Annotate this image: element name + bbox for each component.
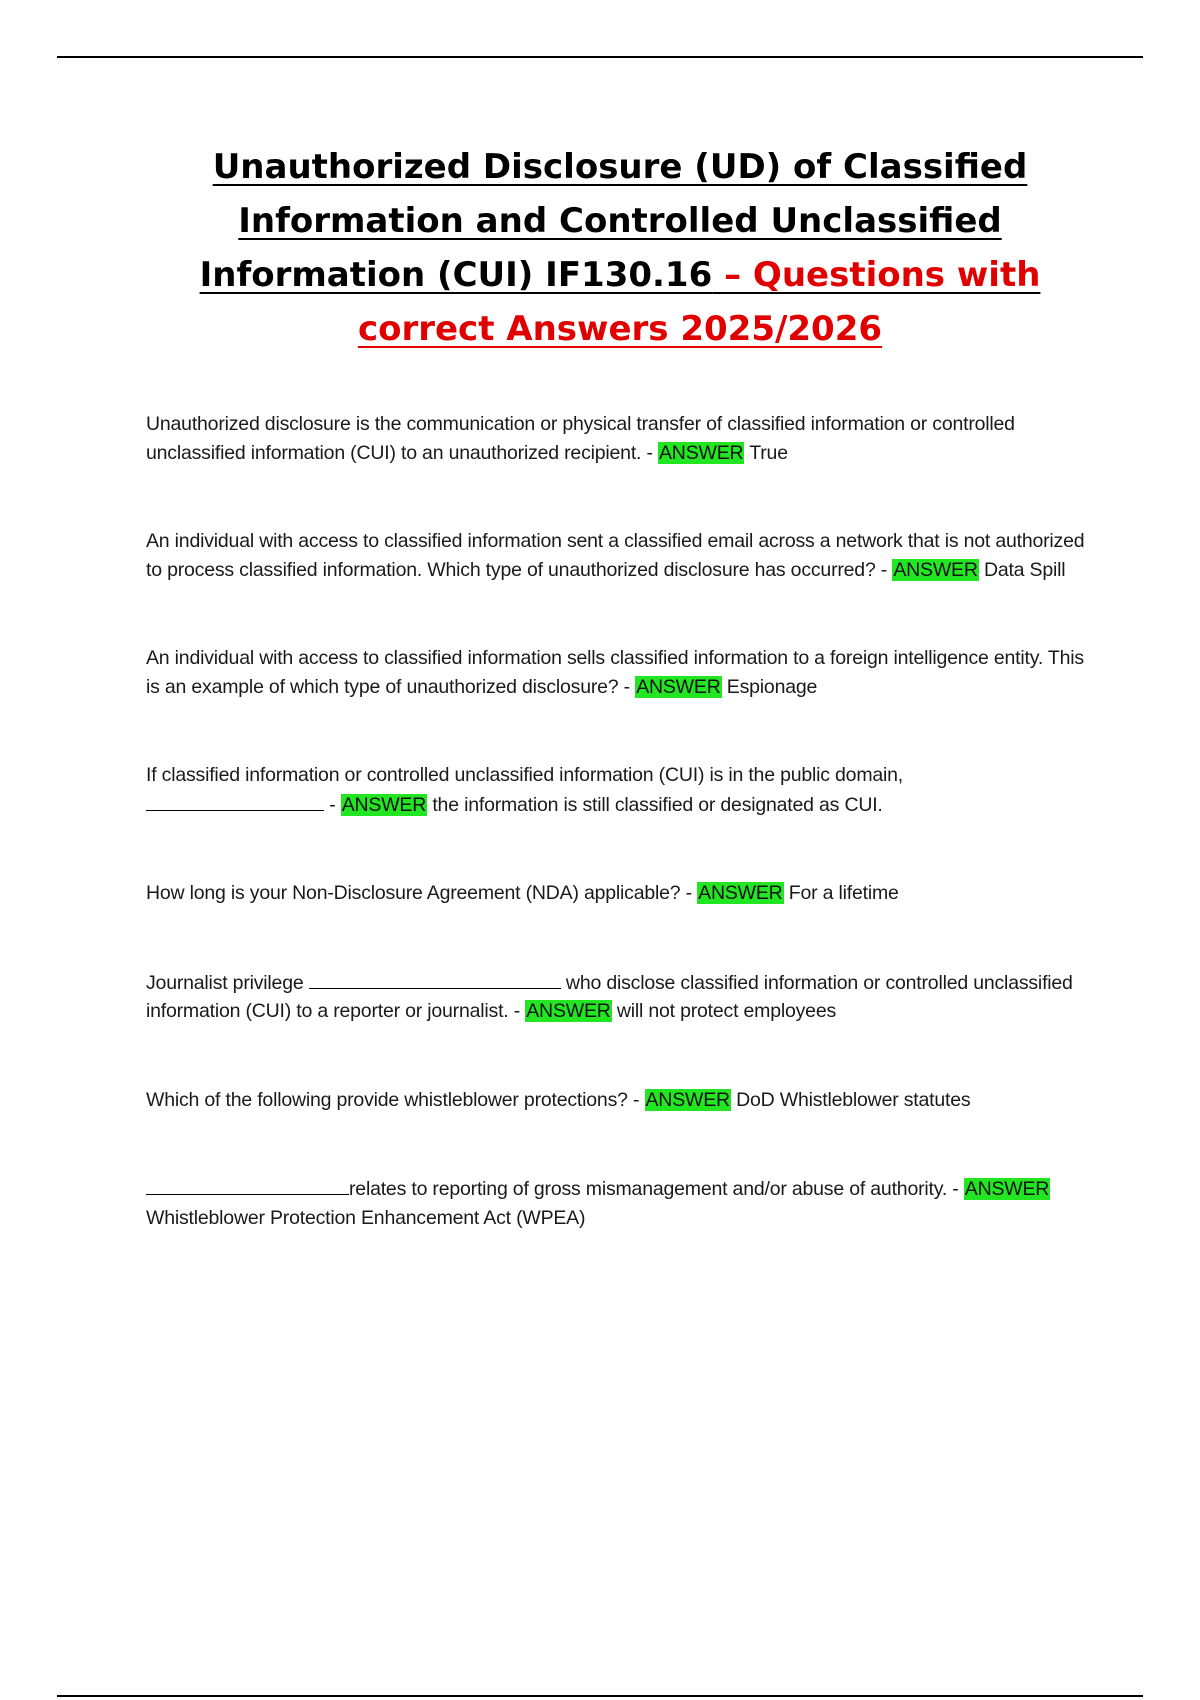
question-text-cont: who disclose classified information or controlled unclassified information (CUI) to a reporter or journalist. - (146, 971, 1073, 1022)
title-line-4: correct Answers 2025/2026 (357, 309, 883, 349)
qa-item-2 (146, 527, 1096, 584)
answer-tag: ANSWER (964, 1178, 1050, 1200)
question-text: relates to reporting of gross mismanagement and/or abuse of authority. - (349, 1178, 964, 1200)
question-text: An individual with access to classified information sells classified information to a foreign intelligence entity. This is an example of which type of unauthorized disclosure? - (146, 647, 1084, 698)
fill-in-blank (146, 1174, 349, 1195)
answer-text: the information is still classified or designated as CUI. (432, 793, 883, 816)
qa-item-8 (146, 1174, 1096, 1232)
title-line-3-red: – Questions with (712, 255, 1041, 295)
question-text: Unauthorized disclosure is the communication or physical transfer of classified information or controlled unclassified information (CUI) to an unauthorized recipient. - (146, 413, 1015, 464)
answer-text: Espionage (726, 675, 818, 698)
answer-tag: ANSWER (636, 675, 721, 698)
answer-text: will not protect employees (616, 1000, 837, 1022)
title-line-1: Unauthorized Disclosure (UD) of Classified (212, 147, 1028, 187)
answer-tag: ANSWER (526, 1000, 611, 1022)
qa-item-5 (146, 879, 1096, 908)
title-line-3 (200, 248, 1041, 302)
answer-tag: ANSWER (698, 882, 783, 904)
answer-text: For a lifetime (788, 882, 899, 904)
question-text: How long is your Non-Disclosure Agreement (NDA) applicable? - (146, 882, 698, 904)
document-title (150, 140, 1090, 356)
question-text: If classified information or controlled unclassified information (CUI) is in the public domain, (146, 764, 904, 786)
qa-item-4 (146, 761, 1096, 819)
answer-text: True (749, 441, 788, 464)
title-line-2: Information and Controlled Unclassified (238, 201, 1002, 241)
answer-text: Whistleblower Protection Enhancement Act (WPEA) (146, 1206, 586, 1229)
qa-item-7 (146, 1086, 1096, 1115)
question-text-cont: - (324, 793, 341, 816)
header-rule (57, 56, 1143, 58)
answer-tag: ANSWER (645, 1088, 730, 1111)
fill-in-blank (309, 968, 561, 989)
answer-tag: ANSWER (893, 558, 978, 581)
title-line-3-black: Information (CUI) IF130.16 (199, 255, 713, 295)
qa-list (146, 410, 1096, 1232)
fill-in-blank (146, 790, 324, 811)
qa-item-1 (146, 410, 1096, 467)
answer-tag: ANSWER (341, 793, 427, 816)
answer-text: DoD Whistleblower statutes (736, 1088, 971, 1111)
answer-tag: ANSWER (659, 441, 744, 464)
answer-text: Data Spill (983, 558, 1066, 581)
question-text: An individual with access to classified information sent a classified email across a network that is not authorized to process classified information. Which type of unauthorized disclosure has occurred? - (146, 530, 1085, 581)
question-text: Which of the following provide whistleblower protections? - (146, 1088, 645, 1111)
footer-rule (57, 1695, 1143, 1697)
qa-item-6 (146, 968, 1096, 1026)
qa-item-3 (146, 644, 1096, 701)
question-text: Journalist privilege (146, 971, 309, 994)
